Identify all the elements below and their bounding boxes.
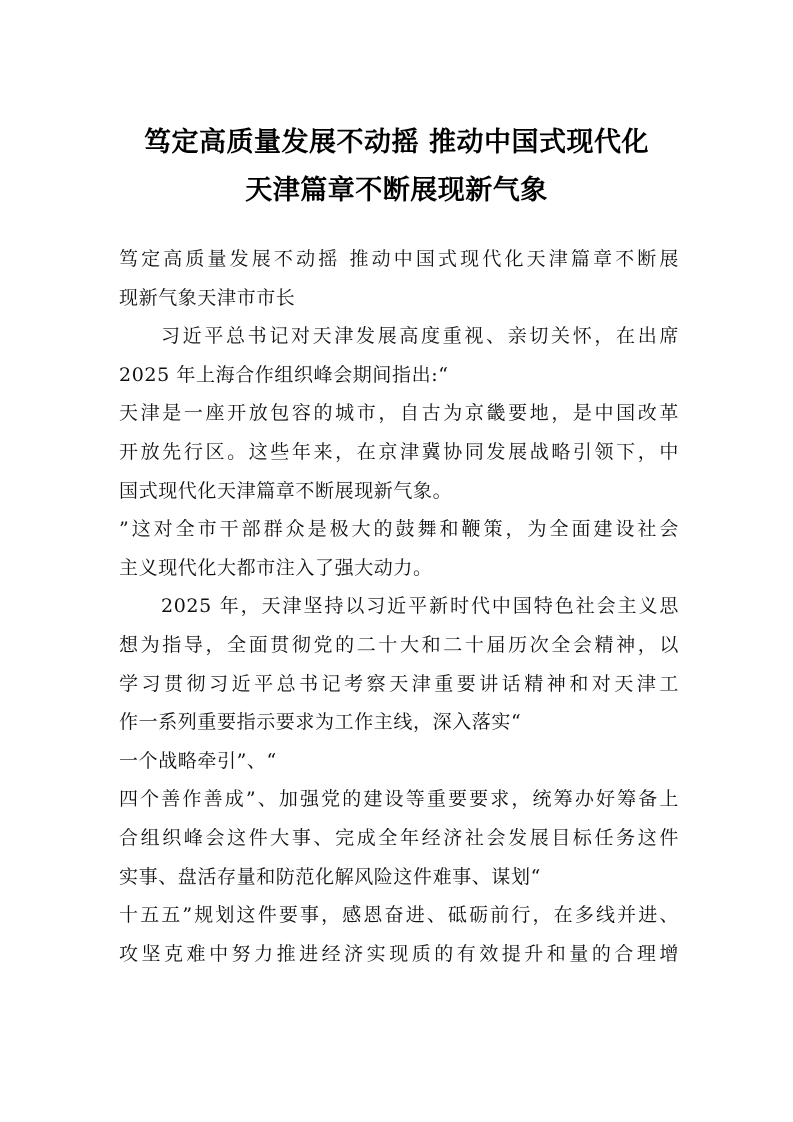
- body-line: 天津是一座开放包容的城市，自古为京畿要地，是中国改革: [119, 402, 679, 425]
- document-title-line-1: 笃定高质量发展不动摇 推动中国式现代化: [144, 127, 649, 158]
- document-title-line-2: 天津篇章不断展现新气象: [245, 175, 548, 206]
- body-line: 现新气象天津市市长: [119, 286, 296, 309]
- body-line: 攻坚克难中努力推进经济实现质的有效提升和量的合理增: [119, 942, 679, 965]
- body-line: ”这对全市干部群众是极大的鼓舞和鞭策，为全面建设社会: [119, 518, 679, 541]
- body-line: 2025 年，天津坚持以习近平新时代中国特色社会主义思: [161, 595, 679, 618]
- body-line: 四个善作善成”、加强党的建设等重要要求，统筹办好筹备上: [119, 788, 679, 811]
- body-line: 主义现代化大都市注入了强大动力。: [119, 556, 433, 579]
- body-line: 作一系列重要指示要求为工作主线，深入落实“: [119, 711, 522, 734]
- body-line: 合组织峰会这件大事、完成全年经济社会发展目标任务这件: [119, 826, 679, 849]
- body-line: 国式现代化天津篇章不断展现新气象。: [119, 479, 453, 502]
- body-line: 想为指导，全面贯彻党的二十大和二十届历次全会精神，以: [119, 633, 679, 656]
- body-line: 习近平总书记对天津发展高度重视、亲切关怀，在出席: [161, 325, 679, 348]
- document-body: [119, 240, 679, 973]
- body-line: 开放先行区。这些年来，在京津冀协同发展战略引领下，中: [119, 440, 679, 463]
- body-line: 笃定高质量发展不动摇 推动中国式现代化天津篇章不断展: [119, 248, 679, 270]
- body-line: 学习贯彻习近平总书记考察天津重要讲话精神和对天津工: [119, 672, 679, 695]
- body-line: 十五五”规划这件要事，感恩奋进、砥砺前行，在多线并进、: [119, 904, 679, 927]
- body-line: 一个战略牵引”、“: [119, 749, 277, 772]
- body-line: 2025 年上海合作组织峰会期间指出:“: [119, 363, 449, 386]
- body-line: 实事、盘活存量和防范化解风险这件难事、谋划“: [119, 865, 541, 888]
